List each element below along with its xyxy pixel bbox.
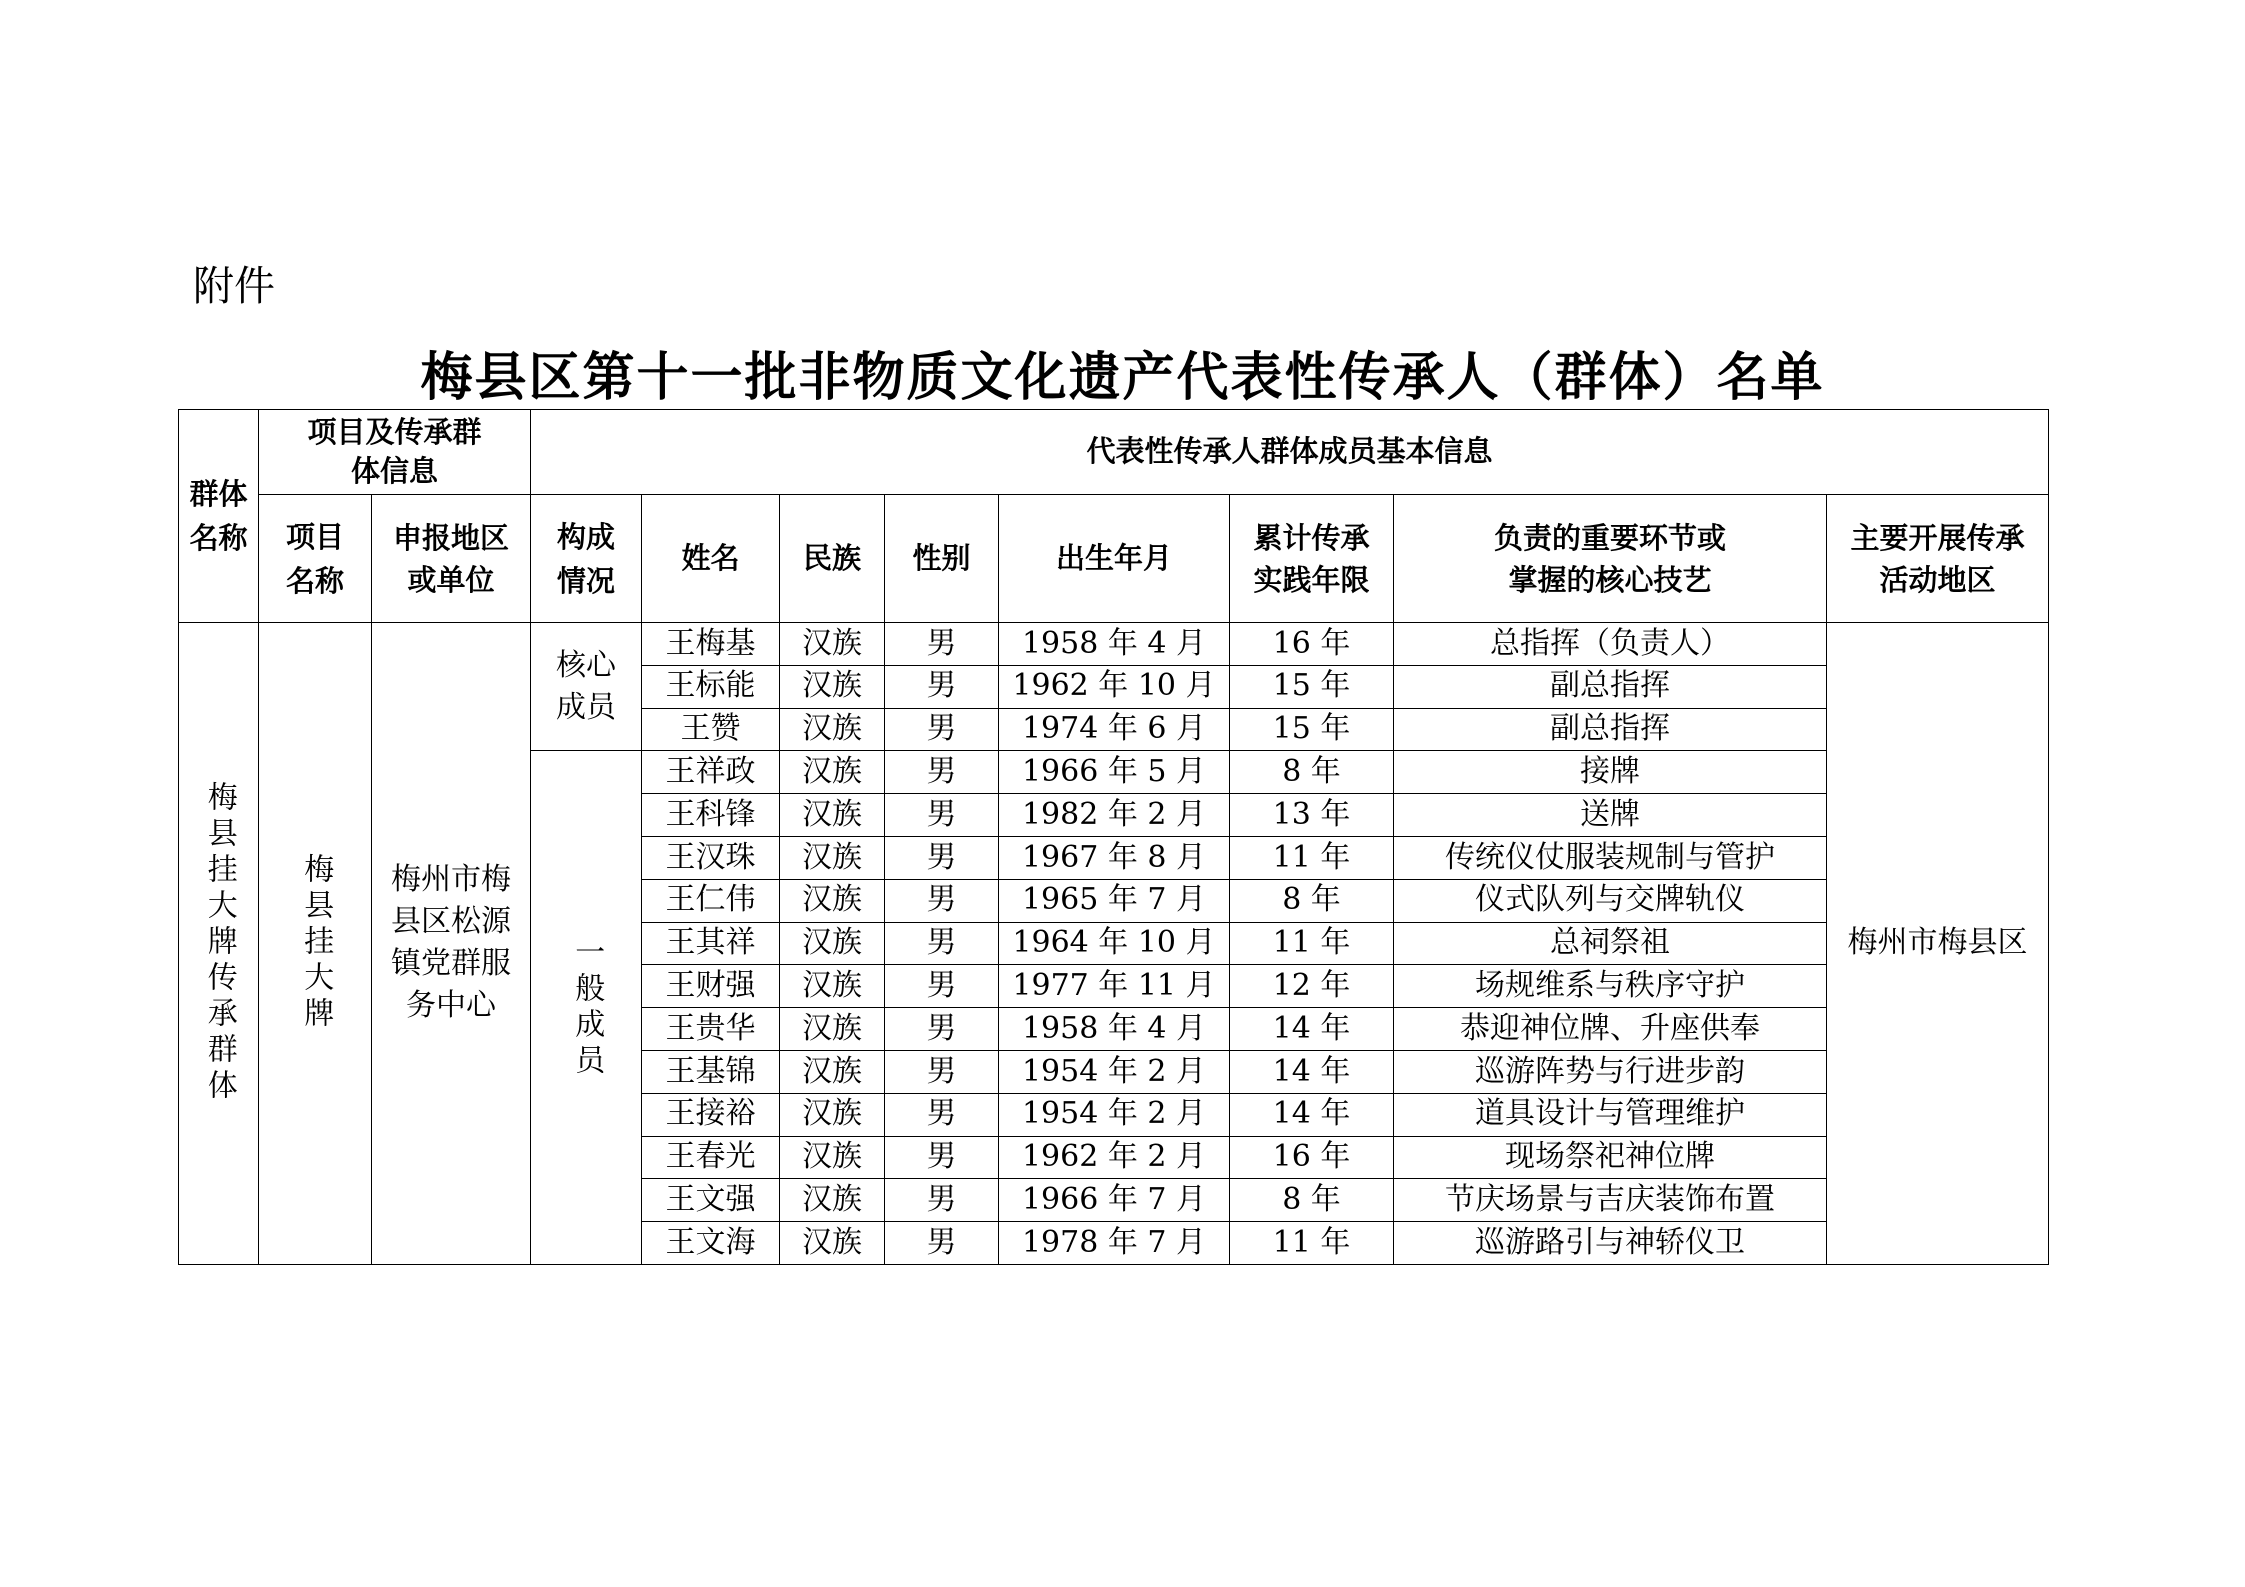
member-ethnicity: 汉族 <box>780 965 885 1008</box>
header-members-info: 代表性传承人群体成员基本信息 <box>531 410 2049 495</box>
header-ethnicity: 民族 <box>780 495 885 623</box>
header-name: 姓名 <box>642 495 780 623</box>
member-ethnicity: 汉族 <box>780 922 885 965</box>
member-name: 王赞 <box>642 708 780 751</box>
header-project-name: 项目名称 <box>259 495 372 623</box>
member-years: 12 年 <box>1230 965 1394 1008</box>
member-ethnicity: 汉族 <box>780 1179 885 1222</box>
header-skills: 负责的重要环节或掌握的核心技艺 <box>1394 495 1827 623</box>
member-birth: 1966 年 7 月 <box>999 1179 1230 1222</box>
member-skill: 恭迎神位牌、升座供奉 <box>1394 1008 1827 1051</box>
member-ethnicity: 汉族 <box>780 794 885 837</box>
heritage-table <box>178 409 2049 1265</box>
member-gender: 男 <box>885 1008 999 1051</box>
member-ethnicity: 汉族 <box>780 623 885 666</box>
header-project-info: 项目及传承群体信息 <box>259 410 531 495</box>
header-composition: 构成情况 <box>531 495 642 623</box>
header-region-unit: 申报地区或单位 <box>372 495 531 623</box>
member-gender: 男 <box>885 665 999 708</box>
member-birth: 1974 年 6 月 <box>999 708 1230 751</box>
member-gender: 男 <box>885 1179 999 1222</box>
member-gender: 男 <box>885 1050 999 1093</box>
header-group-name: 群体名称 <box>179 410 259 623</box>
member-gender: 男 <box>885 1093 999 1136</box>
member-ethnicity: 汉族 <box>780 1093 885 1136</box>
member-years: 8 年 <box>1230 751 1394 794</box>
member-years: 11 年 <box>1230 1222 1394 1265</box>
member-skill: 仪式队列与交牌轨仪 <box>1394 879 1827 922</box>
member-skill: 传统仪仗服装规制与管护 <box>1394 836 1827 879</box>
member-years: 11 年 <box>1230 836 1394 879</box>
member-years: 14 年 <box>1230 1008 1394 1051</box>
member-name: 王祥政 <box>642 751 780 794</box>
member-skill: 总祠祭祖 <box>1394 922 1827 965</box>
member-years: 16 年 <box>1230 1136 1394 1179</box>
member-birth: 1962 年 10 月 <box>999 665 1230 708</box>
member-gender: 男 <box>885 1136 999 1179</box>
member-years: 11 年 <box>1230 922 1394 965</box>
activity-area-cell: 梅州市梅县区 <box>1827 623 2049 1265</box>
member-birth: 1958 年 4 月 <box>999 623 1230 666</box>
member-gender: 男 <box>885 922 999 965</box>
member-years: 13 年 <box>1230 794 1394 837</box>
member-name: 王汉珠 <box>642 836 780 879</box>
header-gender: 性别 <box>885 495 999 623</box>
member-gender: 男 <box>885 751 999 794</box>
member-name: 王基锦 <box>642 1050 780 1093</box>
member-ethnicity: 汉族 <box>780 1050 885 1093</box>
member-years: 8 年 <box>1230 879 1394 922</box>
member-name: 王接裕 <box>642 1093 780 1136</box>
member-name: 王文海 <box>642 1222 780 1265</box>
general-members-label: 一般成员 <box>531 751 642 1265</box>
member-birth: 1962 年 2 月 <box>999 1136 1230 1179</box>
member-years: 16 年 <box>1230 623 1394 666</box>
member-birth: 1958 年 4 月 <box>999 1008 1230 1051</box>
member-gender: 男 <box>885 623 999 666</box>
member-name: 王梅基 <box>642 623 780 666</box>
member-skill: 巡游阵势与行进步韵 <box>1394 1050 1827 1093</box>
member-name: 王科锋 <box>642 794 780 837</box>
core-members-label: 核心成员 <box>531 623 642 751</box>
member-gender: 男 <box>885 836 999 879</box>
member-skill: 送牌 <box>1394 794 1827 837</box>
member-ethnicity: 汉族 <box>780 751 885 794</box>
region-unit-cell: 梅州市梅县区松源镇党群服务中心 <box>372 623 531 1265</box>
header-years: 累计传承实践年限 <box>1230 495 1394 623</box>
group-name-cell: 梅县挂大牌传承群体 <box>179 623 259 1265</box>
member-birth: 1954 年 2 月 <box>999 1093 1230 1136</box>
member-name: 王仁伟 <box>642 879 780 922</box>
member-birth: 1966 年 5 月 <box>999 751 1230 794</box>
member-birth: 1977 年 11 月 <box>999 965 1230 1008</box>
member-ethnicity: 汉族 <box>780 836 885 879</box>
member-ethnicity: 汉族 <box>780 1136 885 1179</box>
member-skill: 总指挥（负责人） <box>1394 623 1827 666</box>
table-row <box>179 623 2049 666</box>
member-years: 14 年 <box>1230 1093 1394 1136</box>
member-skill: 场规维系与秩序守护 <box>1394 965 1827 1008</box>
member-years: 15 年 <box>1230 665 1394 708</box>
member-name: 王春光 <box>642 1136 780 1179</box>
member-skill: 节庆场景与吉庆装饰布置 <box>1394 1179 1827 1222</box>
member-years: 14 年 <box>1230 1050 1394 1093</box>
member-gender: 男 <box>885 708 999 751</box>
member-gender: 男 <box>885 965 999 1008</box>
member-birth: 1964 年 10 月 <box>999 922 1230 965</box>
member-name: 王其祥 <box>642 922 780 965</box>
attachment-label: 附件 <box>193 262 275 310</box>
member-name: 王标能 <box>642 665 780 708</box>
member-skill: 道具设计与管理维护 <box>1394 1093 1827 1136</box>
member-skill: 接牌 <box>1394 751 1827 794</box>
member-birth: 1965 年 7 月 <box>999 879 1230 922</box>
member-ethnicity: 汉族 <box>780 1008 885 1051</box>
member-skill: 副总指挥 <box>1394 665 1827 708</box>
member-name: 王文强 <box>642 1179 780 1222</box>
document-title: 梅县区第十一批非物质文化遗产代表性传承人（群体）名单 <box>420 348 1825 408</box>
project-name-cell: 梅县挂大牌 <box>259 623 372 1265</box>
member-years: 8 年 <box>1230 1179 1394 1222</box>
member-ethnicity: 汉族 <box>780 665 885 708</box>
member-birth: 1978 年 7 月 <box>999 1222 1230 1265</box>
header-birth: 出生年月 <box>999 495 1230 623</box>
member-skill: 巡游路引与神轿仪卫 <box>1394 1222 1827 1265</box>
member-ethnicity: 汉族 <box>780 1222 885 1265</box>
member-name: 王贵华 <box>642 1008 780 1051</box>
header-activity-area: 主要开展传承活动地区 <box>1827 495 2049 623</box>
member-birth: 1982 年 2 月 <box>999 794 1230 837</box>
member-years: 15 年 <box>1230 708 1394 751</box>
member-name: 王财强 <box>642 965 780 1008</box>
member-ethnicity: 汉族 <box>780 708 885 751</box>
member-gender: 男 <box>885 794 999 837</box>
member-birth: 1954 年 2 月 <box>999 1050 1230 1093</box>
member-skill: 副总指挥 <box>1394 708 1827 751</box>
member-skill: 现场祭祀神位牌 <box>1394 1136 1827 1179</box>
member-ethnicity: 汉族 <box>780 879 885 922</box>
member-gender: 男 <box>885 1222 999 1265</box>
member-birth: 1967 年 8 月 <box>999 836 1230 879</box>
member-gender: 男 <box>885 879 999 922</box>
